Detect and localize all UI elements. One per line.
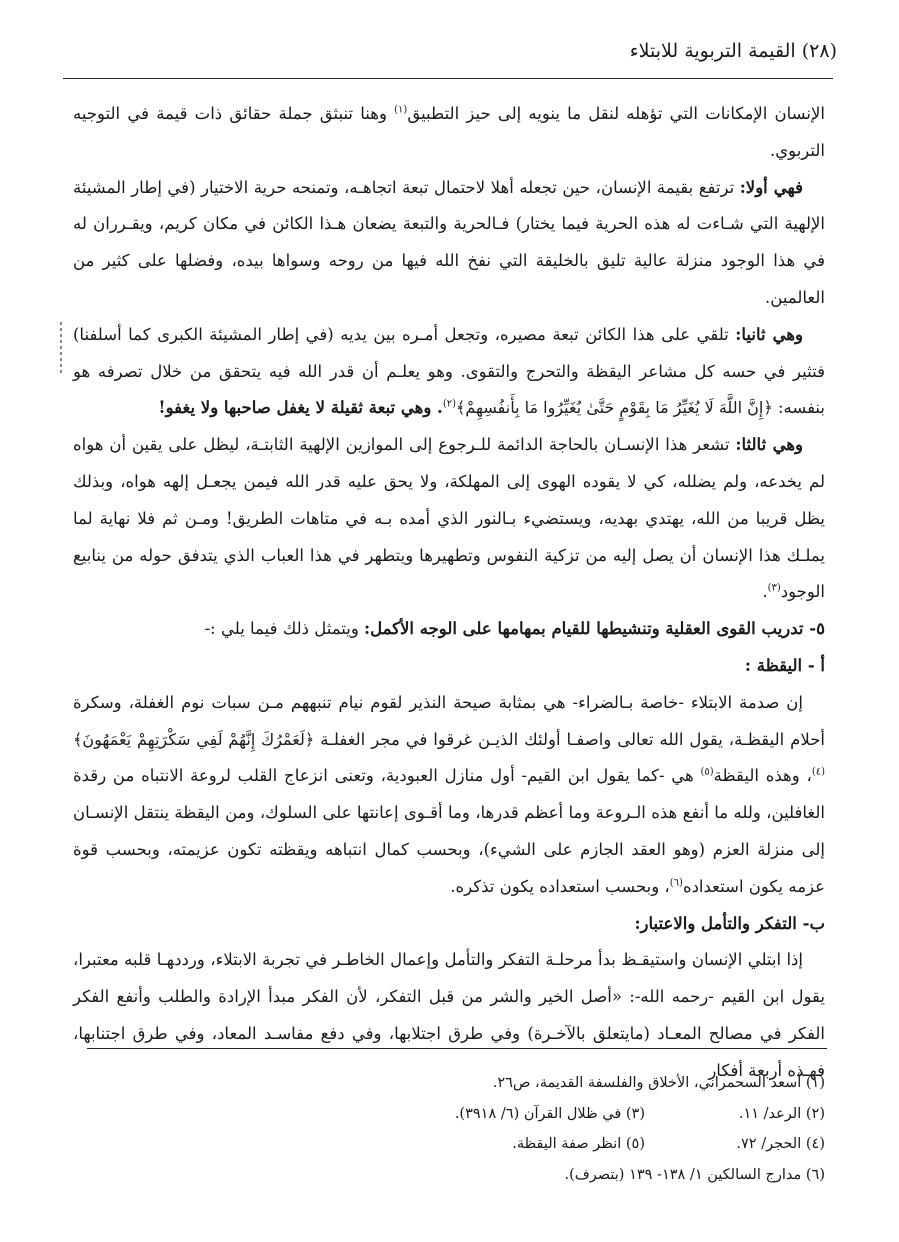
- subheading-b: ب- التفكر والتأمل والاعتبار:: [634, 913, 825, 933]
- footnote-2: (٢) الرعد/ ١١.: [738, 1105, 825, 1122]
- paragraph-third-label: وهي ثالثا:: [735, 435, 803, 455]
- footnote-row: [85, 1068, 825, 1099]
- paragraph-vigilance: [73, 685, 825, 906]
- paragraph-first-label: فهي أولا:: [739, 177, 804, 197]
- item-5-text: ويتمثل ذلك فيما يلي :-: [204, 619, 365, 639]
- footnote-ref-1: (١): [394, 104, 408, 116]
- margin-mark: [60, 322, 62, 374]
- footnote-row: [85, 1099, 825, 1130]
- paragraph-second-label: وهي ثانيا:: [735, 324, 803, 344]
- footnote-3: (٣) في ظلال القرآن (٦/ ٣٩١٨).: [454, 1105, 645, 1122]
- footnote-ref-5: (٥): [700, 766, 714, 778]
- subheading-a: أ - اليقظة :: [744, 655, 825, 675]
- paragraph-vigilance-text-4: ، وبحسب استعداده يكون تذكره.: [450, 876, 670, 896]
- footnote-ref-2: (٢): [442, 398, 456, 410]
- footnote-4: (٤) الحجر/ ٧٢.: [736, 1136, 825, 1152]
- paragraph-second-text: تلقي على هذا الكائن تبعة مصيره، وتجعل أمـره بين يديه (في إطار المشيئة الكبرى كما أسلفنا) فتثير في حسه كل مشاعر اليقظة والتحرج والتقوى. وهو يعلـم أن قدر الله فيه يتحقق من خلال تصرفه هو بنفسه:: [73, 324, 825, 418]
- quran-verse-hijr: ﴿لَعَمْرُكَ إِنَّهُمْ لَفِي سَكْرَتِهِمْ يَعْمَهُونَ﴾: [73, 729, 315, 749]
- paragraph-second-rest: . وهي تبعة ثقيلة لا يغفل صاحبها ولا يغفو!: [158, 398, 443, 418]
- header-divider: [63, 78, 833, 79]
- footnote-ref-6: (٦): [669, 877, 683, 889]
- footnote-1: (١) أسعد السحمراني، الأخلاق والفلسفة القديمة، ص٢٦.: [492, 1075, 825, 1091]
- footnote-6: (٦) مدارج السالكين ١/ ١٣٨- ١٣٩ (بتصرف).: [564, 1166, 825, 1183]
- paragraph-third-end: .: [762, 582, 768, 602]
- footnote-row: [85, 1129, 825, 1160]
- footnote-ref-3: (٣): [767, 582, 781, 594]
- paragraph-third: [73, 427, 825, 611]
- item-5-label: ٥- تدريب القوى العقلية وتنشيطها للقيام بمهامها على الوجه الأكمل:: [364, 619, 825, 639]
- intro-paragraph: [73, 96, 825, 170]
- item-5-heading: [73, 611, 825, 648]
- running-header: [57, 40, 837, 62]
- quran-verse-raad: ﴿إِنَّ اللَّهَ لَا يُغَيِّرُ مَا بِقَوْمٍ حَتَّىٰ يُغَيِّرُوا مَا بِأَنفُسِهِمْ﴾: [456, 398, 773, 418]
- footnote-ref-4: (٤): [811, 766, 825, 778]
- page-title: (٢٨) القيمة التربوية للابتلاء: [629, 40, 837, 62]
- footnote-5: (٥) انظر صفة اليقظة.: [512, 1136, 645, 1152]
- main-text: [73, 96, 825, 1090]
- paragraph-vigilance-text-3: هي -كما يقول ابن القيم- أول منازل العبودية، وتعنى انزعاج القلب لروعة الانتباه من رقدة الغافلين، ولله ما أنفع هذه الـروعة وما أعظم قدرها، وما أقـوى إعانتها على السلوك، ومن اليقظة ينتقل الإنسـان إلى منزلة العزم (وهو العقد الجازم على الشيء)، وبحسب كمال انتباهه ويقظته تكون عزيمته، وبحسب قوة عزمه يكون استعداده: [73, 766, 825, 896]
- footnote-row: [85, 1160, 825, 1191]
- paragraph-first-text: ترتفع بقيمة الإنسان، حين تجعله أهلا لاحتمال تبعة اتجاهـه، وتمنحه حرية الاختيار (في إطار المشيئة الإلهية التي شـاءت له هذه الحرية فيما يختار) فـالحرية والتبعة يضعان هـذا الكائن في مكان كريم، ويقـرران له في هذا الوجود منزلة عالية تليق بالخليقة التي نفخ الله فيها من روحه وسواها بيده، وفضلها على كثير من العالمين.: [73, 177, 825, 307]
- paragraph-second: [73, 317, 825, 427]
- paragraph-reflection: إذا ابتلي الإنسان واستيقـظ بدأ مرحلـة التفكر والتأمل وإعمال الخاطـر في تجربة الابتلاء، وردد‍هـا قلبه معتبرا، يقول ابن القيم -رحمه الله-: «أصل الخير والشر من قبل التفكر، لأن الفكر مبدأ الإرادة والطلب وأنفع الفكر الفكر في مصالح المعـاد (مايتعلق بالآخـرة) وفي طرق اجتلابها، وفي دفع مفاسـد المعاد، وفي طرق اجتنابها، فهـذه أربعة أفكار: [73, 950, 825, 1080]
- paragraph-third-text: تشعر هذا الإنسـان بالحاجة الدائمة للـرجوع إلى الموازين الإلهية الثابتـة، ليظل على يقين أن هواه لم يخدعه، ولم يضلله، كي لا يقوده الهوى إلى المهلكة، ولا يحق عليه قدر الله فيمن يجعـل إلهه هواه، وبذلك يظل قريبا من الله، يهتدي بهديه، ويستضيء بـالنور الذي أمده بـه في متاهات الطريق! ومـن ثم فلا نهاية لما يملـك هذا الإنسان أن يصل إليه من تزكية النفوس وتطهيرها ويتطهر في هذا العباب الذي يتدفق حوله من ينابيع الوجود: [73, 435, 825, 602]
- intro-rest: وهنا تنبثق جملة حقائق ذات قيمة في التوجيه التربوي.: [73, 104, 825, 160]
- paragraph-vigilance-text-1: إن صدمة الابتلاء -خاصة بـالضراء- هي بمثابة صيحة النذير لقوم نيام تنبههم مـن سبات نوم الغفلة، وسكرة أحلام اليقظـة، يقول الله تعالى واصفـا أولئك الذيـن غرقوا في مجر الغفلـة: [73, 692, 825, 749]
- paragraph-first: [73, 170, 825, 317]
- footnotes: [85, 1068, 825, 1190]
- footnote-divider: [87, 1048, 827, 1049]
- intro-line: الإنسان الإمكانات التي تؤهله لنقل ما ينويه إلى حيز التطبيق: [407, 104, 825, 123]
- paragraph-vigilance-text-2: ، وهذه اليقظة: [713, 766, 812, 786]
